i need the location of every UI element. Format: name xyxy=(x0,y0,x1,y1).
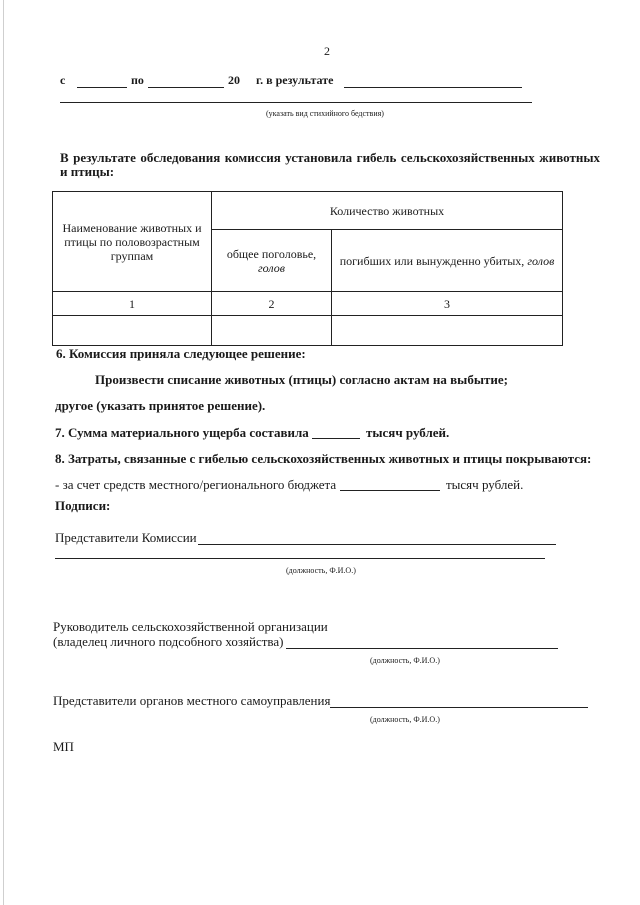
col3-unit: голов xyxy=(527,253,555,268)
section-intro: В результате обследования комиссия установила гибель сельскохозяйственных животных и птицы: xyxy=(60,150,600,179)
item6-decision: Произвести списание животных (птицы) согласно актам на выбытие; xyxy=(95,372,508,387)
col2-unit: голов xyxy=(258,260,285,275)
result-label: г. в результате xyxy=(256,73,334,87)
item8-budget-suffix: тысяч рублей. xyxy=(446,477,524,492)
budget-amount-blank[interactable] xyxy=(340,490,440,491)
col3-header xyxy=(332,230,563,292)
col-number-3: 3 xyxy=(332,292,563,316)
commission-label: Представители Комиссии xyxy=(55,530,197,545)
damage-amount-blank[interactable] xyxy=(312,438,360,439)
col3-label: погибших или вынужденно убитых, xyxy=(339,253,525,268)
head-label-line1: Руководитель сельскохозяйственной организации xyxy=(53,619,328,634)
local-gov-hint: (должность, Ф.И.О.) xyxy=(370,715,440,724)
table-cell-dead[interactable] xyxy=(332,316,563,346)
item7-suffix: тысяч рублей. xyxy=(366,425,450,440)
item6-other: другое (указать принятое решение). xyxy=(55,398,266,413)
animals-table xyxy=(52,191,563,346)
col2-label: общее поголовье, xyxy=(226,246,317,261)
from-label: с xyxy=(60,73,66,87)
col-number-1: 1 xyxy=(53,292,212,316)
to-date-blank[interactable] xyxy=(148,87,224,88)
scan-edge xyxy=(3,0,4,905)
disaster-hint: (указать вид стихийного бедствия) xyxy=(266,109,384,118)
disaster-type-blank-2[interactable] xyxy=(60,102,532,103)
col-number-2: 2 xyxy=(212,292,332,316)
commission-sign-blank-2[interactable] xyxy=(55,558,545,559)
item6-title: 6. Комиссия приняла следующее решение: xyxy=(56,346,306,361)
commission-sign-blank[interactable] xyxy=(198,544,556,545)
year-prefix: 20 xyxy=(228,73,240,87)
local-gov-sign-blank[interactable] xyxy=(330,707,588,708)
item7-text: 7. Сумма материального ущерба составила xyxy=(55,425,309,440)
head-hint: (должность, Ф.И.О.) xyxy=(370,656,440,665)
item8-title: 8. Затраты, связанные с гибелью сельскохозяйственных животных и птицы покрываются: xyxy=(55,451,592,466)
item8-budget: - за счет средств местного/регионального бюджета xyxy=(55,477,337,492)
from-date-blank[interactable] xyxy=(77,87,127,88)
col1-header: Наименование животных и птицы по половозрастным группам xyxy=(53,192,212,292)
group-header: Количество животных xyxy=(212,192,563,230)
table-cell-animal[interactable] xyxy=(53,316,212,346)
disaster-type-blank[interactable] xyxy=(344,87,522,88)
table-cell-total[interactable] xyxy=(212,316,332,346)
signatures-title: Подписи: xyxy=(55,498,111,513)
to-label: по xyxy=(131,73,144,87)
commission-hint: (должность, Ф.И.О.) xyxy=(286,566,356,575)
stamp-label: МП xyxy=(53,739,74,754)
head-label-line2: (владелец личного подсобного хозяйства) xyxy=(53,634,284,649)
head-sign-blank[interactable] xyxy=(286,648,558,649)
col2-header xyxy=(212,230,332,292)
local-gov-label: Представители органов местного самоуправления xyxy=(53,693,331,708)
page-number: 2 xyxy=(324,44,330,58)
